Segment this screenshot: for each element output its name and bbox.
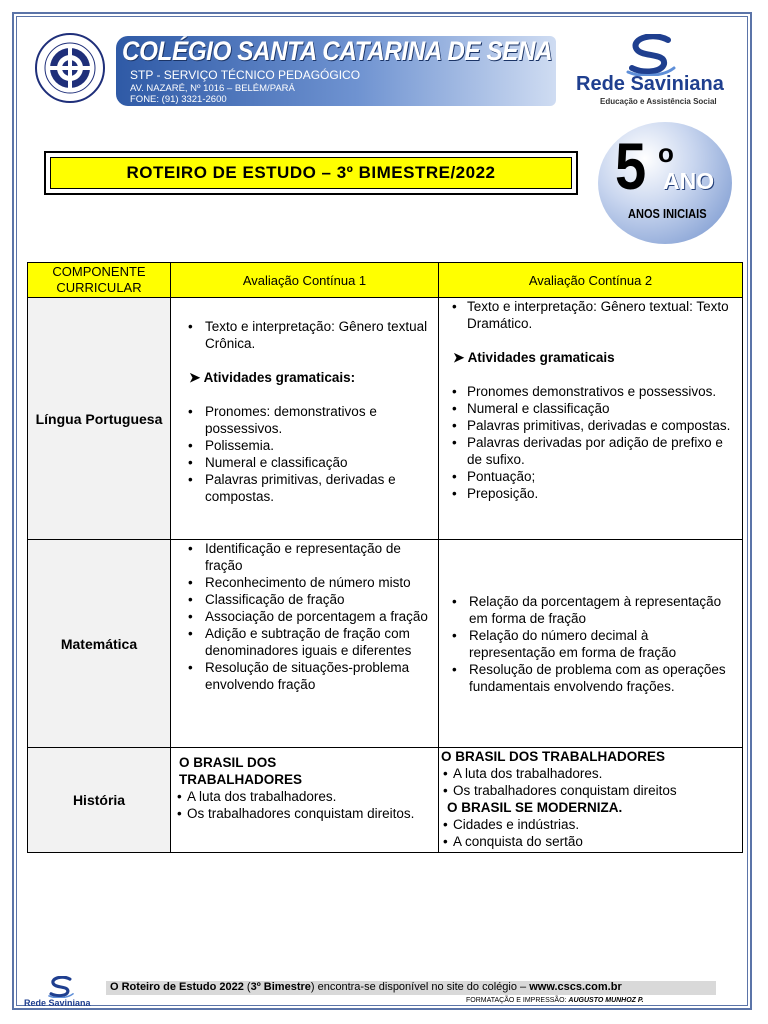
page-title: ROTEIRO DE ESTUDO – 3º BIMESTRE/2022: [50, 157, 572, 189]
header-ac1: Avaliação Contínua 1: [171, 263, 439, 298]
network-name: Rede Saviniana: [576, 73, 724, 95]
list-item: • Relação da porcentagem à representação em forma de fração: [439, 593, 738, 627]
list-item: • Palavras primitivas, derivadas e compostas.: [439, 417, 738, 434]
list-item: • Numeral e classificação: [439, 400, 738, 417]
lp-ac2: [439, 298, 743, 540]
footer-network-name: Rede Saviniana: [24, 998, 91, 1008]
list-item: • Texto e interpretação: Gênero textual Crônica.: [175, 318, 434, 352]
footer-note: O Roteiro de Estudo 2022 (3º Bimestre) encontra-se disponível no site do colégio – www.cscs.com.br: [110, 981, 622, 993]
mat-ac1: [171, 540, 439, 748]
lp-ac1: [171, 298, 439, 540]
school-seal-logo: [34, 32, 106, 104]
list-item: • Polissemia.: [175, 437, 434, 454]
list-item: • Pontuação;: [439, 468, 738, 485]
list-item: • Palavras primitivas, derivadas e compostas.: [175, 471, 434, 505]
hist-ac2-heading-1: O BRASIL DOS TRABALHADORES: [441, 749, 666, 764]
site-link[interactable]: www.cscs.com.br: [529, 981, 622, 993]
list-item: • Pronomes demonstrativos e possessivos.: [439, 383, 738, 400]
component-mat: Matemática: [28, 540, 171, 748]
list-item: • Associação de porcentagem a fração: [175, 608, 434, 625]
service-name: STP - SERVIÇO TÉCNICO PEDAGÓGICO: [130, 68, 361, 82]
header-component: COMPONENTE CURRICULAR: [28, 263, 171, 298]
list-item: • Pronomes: demonstrativos e possessivos.: [175, 403, 434, 437]
list-item: • Relação do número decimal à representação em forma de fração: [439, 627, 738, 661]
grade-number: 5: [615, 129, 647, 203]
list-item: • Os trabalhadores conquistam direitos: [441, 782, 740, 799]
mat-ac2: [439, 540, 743, 748]
school-name: COLÉGIO SANTA CATARINA DE SENA: [122, 36, 553, 66]
grade-ano-label: ANO: [663, 168, 715, 194]
study-table: [27, 262, 743, 853]
list-item: • Resolução de situações-problema envolvendo fração: [175, 659, 434, 693]
footer-network-logo-icon: [46, 976, 76, 998]
list-item: • Texto e interpretação: Gênero textual: Texto Dramático.: [439, 298, 738, 332]
table-row: [28, 748, 743, 853]
list-item: • A luta dos trabalhadores.: [441, 765, 740, 782]
network-tagline: Educação e Assistência Social: [600, 97, 717, 106]
school-address: AV. NAZARÉ, Nº 1016 – BELÉM/PARÁ: [130, 83, 295, 94]
hist-ac1-heading: O BRASIL DOS TRABALHADORES: [179, 755, 302, 787]
list-item: • Preposição.: [439, 485, 738, 502]
arrow-icon: ➤: [189, 370, 204, 385]
school-phone: FONE: (91) 3321-2600: [130, 94, 227, 105]
component-lp: Língua Portuguesa: [28, 298, 171, 540]
list-item: • Reconhecimento de número misto: [175, 574, 434, 591]
table-row: [28, 540, 743, 748]
list-item: • A conquista do sertão: [441, 833, 740, 850]
list-item: • Classificação de fração: [175, 591, 434, 608]
list-item: • A luta dos trabalhadores.: [175, 788, 434, 805]
rede-saviniana-logo-icon: [624, 34, 678, 76]
footer-credit: FORMATAÇÃO E IMPRESSÃO: AUGUSTO MUNHOZ P.: [466, 997, 644, 1004]
list-item: • Identificação e representação de fração: [175, 540, 434, 574]
list-item: • Cidades e indústrias.: [441, 816, 740, 833]
grade-level: ANOS INICIAIS: [628, 206, 707, 221]
list-item: • Adição e subtração de fração com denominadores iguais e diferentes: [175, 625, 434, 659]
hist-ac2-heading-2: O BRASIL SE MODERNIZA.: [447, 800, 623, 815]
arrow-icon: ➤: [453, 350, 468, 365]
lp-ac2-heading: ➤ Atividades gramaticais: [453, 350, 615, 365]
list-item: • Resolução de problema com as operações fundamentais envolvendo frações.: [439, 661, 738, 695]
table-header-row: [28, 263, 743, 298]
list-item: • Os trabalhadores conquistam direitos.: [175, 805, 434, 822]
grade-ordinal: o: [658, 138, 674, 168]
table-row: [28, 298, 743, 540]
header-ac2: Avaliação Contínua 2: [439, 263, 743, 298]
component-hist: História: [28, 748, 171, 853]
hist-ac2: [439, 748, 743, 853]
lp-ac1-heading: ➤ Atividades gramaticais:: [189, 370, 356, 385]
hist-ac1: [171, 748, 439, 853]
list-item: • Numeral e classificação: [175, 454, 434, 471]
list-item: • Palavras derivadas por adição de prefixo e de sufixo.: [439, 434, 738, 468]
